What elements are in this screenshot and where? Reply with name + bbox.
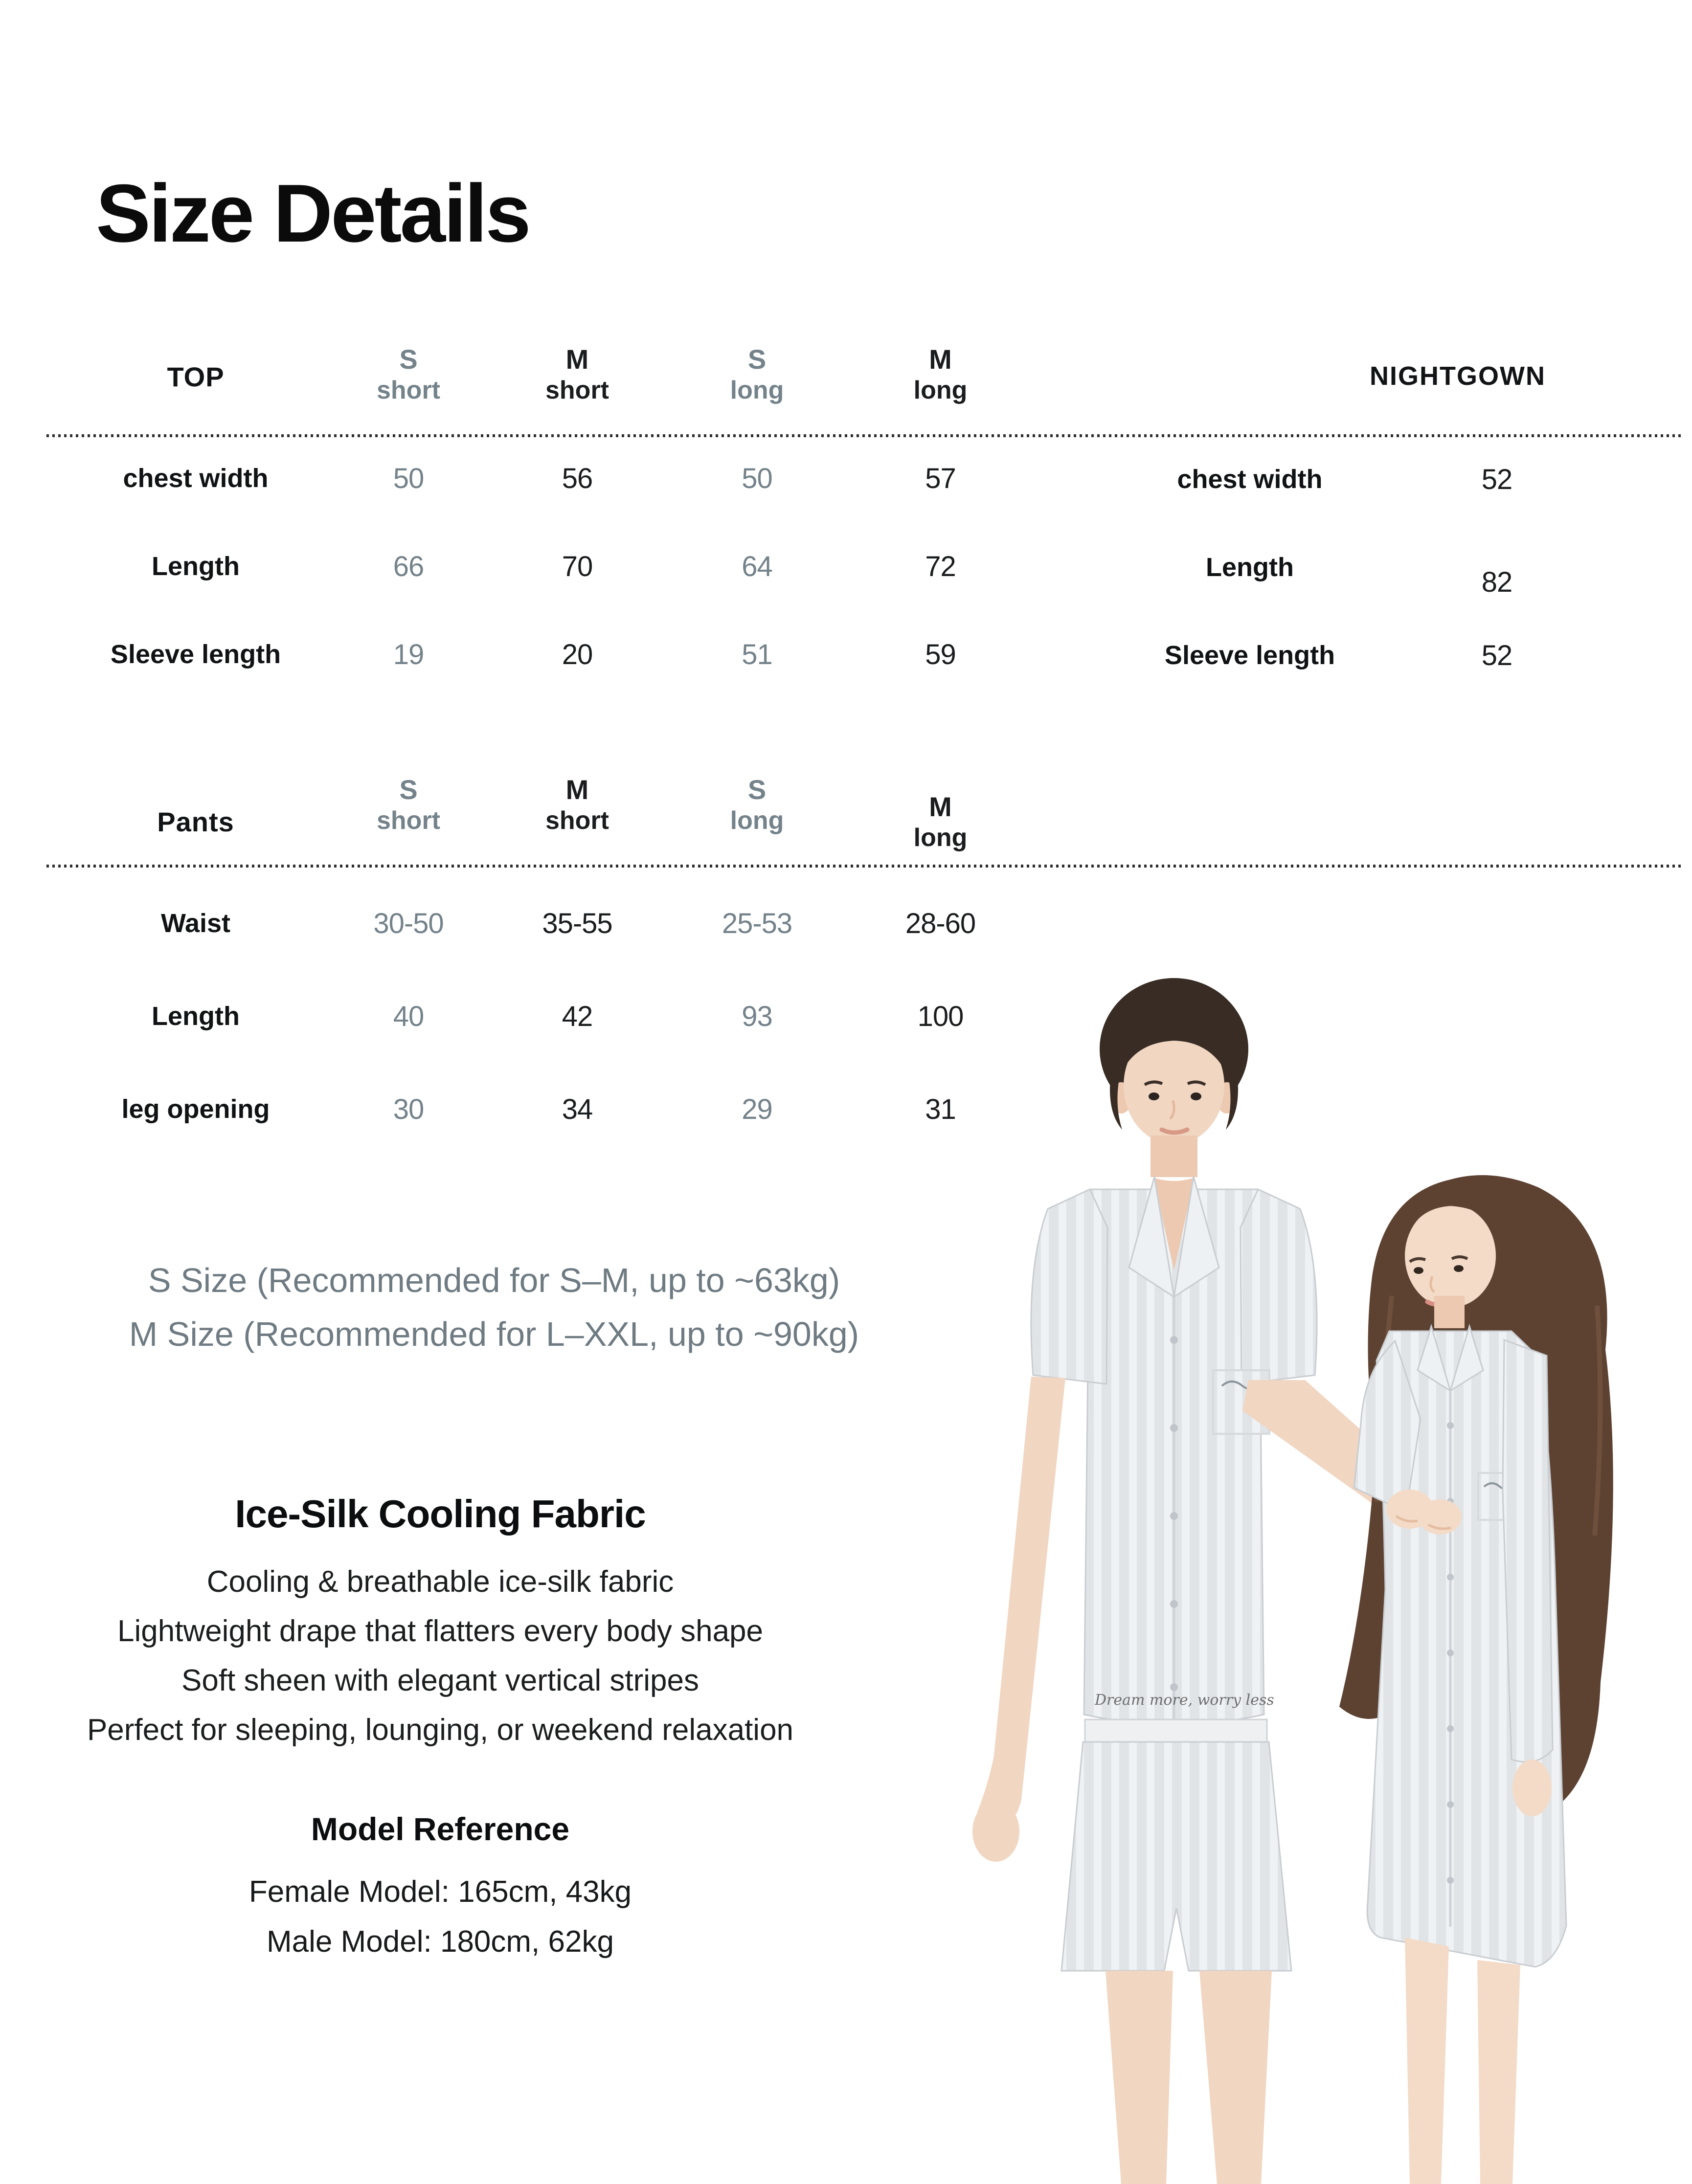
top-size-table — [64, 319, 1032, 698]
top-value: 57 — [925, 462, 956, 494]
col-size-label: S — [747, 344, 767, 375]
col-size-label: S — [399, 774, 418, 805]
fabric-line: Lightweight drape that flatters every body shape — [117, 1614, 764, 1648]
top-value: 50 — [742, 462, 772, 494]
pants-table-name: Pants — [157, 806, 234, 837]
top-value: 70 — [562, 550, 593, 582]
col-size-label: S — [747, 774, 767, 805]
pants-value: 28-60 — [905, 907, 976, 939]
female-model-line: Female Model: 165cm, 43kg — [248, 1875, 632, 1909]
col-len-label: short — [545, 376, 609, 405]
col-len-label: long — [913, 824, 968, 852]
top-value: 59 — [925, 638, 956, 670]
pants-value: 29 — [742, 1093, 772, 1125]
pants-col-m-short — [489, 750, 665, 865]
top-value: 66 — [393, 550, 424, 582]
nightgown-value: 52 — [1481, 639, 1512, 671]
female-model-illustration — [1339, 1175, 1613, 2184]
pants-row-label: leg opening — [121, 1094, 270, 1124]
fabric-line: Perfect for sleeping, lounging, or weekend relaxation — [87, 1713, 794, 1747]
col-len-label: short — [545, 806, 609, 835]
pants-value: 31 — [925, 1093, 956, 1125]
top-table-name-cell — [64, 319, 328, 434]
top-table-name: TOP — [167, 361, 225, 392]
top-row-label: Length — [152, 552, 240, 581]
pants-value: 93 — [742, 1000, 772, 1032]
nightgown-value: 52 — [1481, 463, 1512, 495]
top-value: 64 — [742, 550, 772, 582]
pants-value: 34 — [562, 1093, 593, 1125]
col-len-label: long — [730, 806, 784, 835]
pants-col-s-short — [328, 750, 489, 865]
fabric-line: Cooling & breathable ice-silk fabric — [206, 1565, 674, 1599]
nightgown-row-label: Sleeve length — [1164, 641, 1335, 670]
pants-value: 30 — [393, 1093, 424, 1125]
nightgown-value: 82 — [1481, 566, 1512, 598]
pants-value: 25-53 — [722, 907, 792, 939]
pants-value: 40 — [393, 1000, 424, 1032]
top-value: 20 — [562, 638, 593, 670]
top-row-label: Sleeve length — [110, 640, 281, 669]
top-value: 51 — [742, 638, 772, 670]
top-col-m-short — [489, 319, 665, 434]
fabric-heading: Ice-Silk Cooling Fabric — [235, 1492, 646, 1536]
top-value: 72 — [925, 550, 956, 582]
nightgown-row-label: Length — [1206, 553, 1294, 582]
col-size-label: M — [929, 344, 952, 375]
col-size-label: S — [399, 344, 418, 375]
hem-embroidery-text: Dream more, worry less — [1095, 1692, 1274, 1709]
size-recommendation-m: M Size (Recommended for L–XXL, up to ~90kg) — [129, 1315, 859, 1353]
top-col-m-long — [849, 319, 1032, 434]
top-col-s-long — [665, 319, 849, 434]
col-len-label: long — [730, 376, 784, 405]
fabric-section — [0, 1492, 880, 1755]
pants-col-m-long — [849, 767, 1032, 882]
pants-col-s-long — [665, 750, 849, 865]
pants-value: 42 — [562, 1000, 593, 1032]
nightgown-row-label: chest width — [1177, 465, 1323, 494]
col-size-label: M — [565, 774, 589, 805]
pants-row-label: Waist — [160, 909, 230, 938]
pants-value: 35-55 — [542, 907, 612, 939]
col-len-label: short — [377, 376, 440, 405]
top-row-label: chest width — [123, 464, 269, 493]
pants-value: 100 — [917, 1000, 964, 1032]
pants-value: 30-50 — [373, 907, 444, 939]
fabric-line: Soft sheen with elegant vertical stripes — [181, 1664, 699, 1697]
male-model-line: Male Model: 180cm, 62kg — [267, 1925, 614, 1959]
top-value: 50 — [393, 462, 424, 494]
top-value: 19 — [393, 638, 424, 670]
col-len-label: short — [377, 806, 440, 835]
couple-photo — [900, 954, 1692, 2184]
col-size-label: M — [565, 344, 589, 375]
top-col-s-short — [328, 319, 489, 434]
pants-table-name-cell — [64, 750, 328, 865]
page-title: Size Details — [96, 167, 529, 259]
col-len-label: long — [913, 376, 968, 405]
model-reference-heading: Model Reference — [311, 1811, 570, 1847]
pants-size-table — [64, 750, 1032, 1143]
pants-row-label: Length — [152, 1002, 240, 1031]
top-value: 56 — [562, 462, 593, 494]
nightgown-size-table — [1135, 435, 1629, 699]
nightgown-table-name: NIGHTGOWN — [1370, 361, 1546, 391]
col-size-label: M — [929, 791, 952, 823]
model-reference-section — [0, 1810, 880, 1967]
size-recommendation-s: S Size (Recommended for S–M, up to ~63kg) — [148, 1261, 840, 1299]
